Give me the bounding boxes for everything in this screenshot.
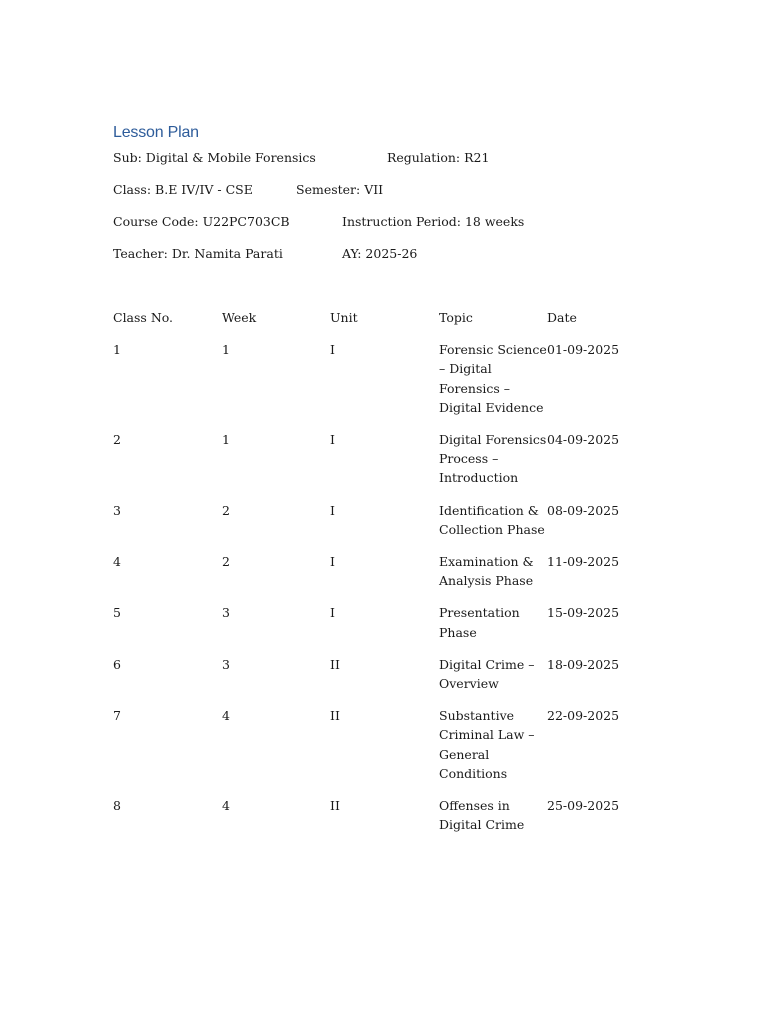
cell-topic: Forensic Science – Digital Forensics – Digital Evidence (439, 342, 547, 415)
table-row (113, 430, 647, 501)
cell-topic: Identification & Collection Phase (439, 502, 545, 537)
header-topic: Topic (439, 310, 473, 325)
cell-class-no: 6 (113, 656, 121, 672)
cell-class-no: 7 (113, 708, 121, 724)
cell-date: 08-09-2025 (547, 502, 620, 518)
cell-unit: I (330, 342, 335, 358)
cell-date: 22-09-2025 (547, 708, 620, 724)
table-header-row (113, 308, 647, 340)
header-unit: Unit (330, 310, 358, 325)
table-row (113, 796, 647, 847)
cell-week: 2 (222, 502, 230, 518)
class-text: Class: B.E IV/IV - CSE (113, 182, 253, 197)
instruction-period-text: Instruction Period: 18 weeks (342, 214, 525, 229)
teacher-text: Teacher: Dr. Namita Parati (113, 246, 283, 261)
header-date: Date (547, 310, 577, 325)
table-row (113, 603, 647, 654)
cell-unit: II (330, 656, 340, 672)
table-row (113, 340, 647, 430)
cell-date: 11-09-2025 (547, 554, 620, 570)
table-row (113, 655, 647, 706)
cell-week: 1 (222, 432, 230, 448)
table-row (113, 706, 647, 796)
table-row (113, 552, 647, 603)
cell-class-no: 3 (113, 502, 121, 518)
cell-topic: Presentation Phase (439, 605, 520, 640)
cell-class-no: 1 (113, 342, 121, 358)
semester-text: Semester: VII (296, 182, 384, 197)
header-class-no: Class No. (113, 310, 174, 325)
cell-topic: Digital Crime – Overview (439, 656, 535, 692)
cell-date: 25-09-2025 (547, 798, 620, 814)
course-code-text: Course Code: U22PC703CB (113, 214, 290, 229)
header-week: Week (222, 310, 257, 325)
cell-unit: I (330, 554, 335, 570)
cell-date: 01-09-2025 (547, 342, 620, 358)
cell-unit: I (330, 432, 335, 448)
cell-topic: Offenses in Digital Crime (439, 798, 525, 833)
cell-class-no: 5 (113, 605, 121, 621)
cell-week: 3 (222, 605, 230, 621)
cell-class-no: 4 (113, 554, 121, 570)
cell-class-no: 8 (113, 798, 121, 814)
subject-text: Sub: Digital & Mobile Forensics (113, 150, 316, 165)
cell-week: 3 (222, 656, 230, 672)
cell-date: 18-09-2025 (547, 656, 620, 672)
cell-date: 04-09-2025 (547, 432, 620, 448)
cell-week: 4 (222, 708, 230, 724)
table-row (113, 501, 647, 552)
cell-topic: Digital Forensics Process – Introduction (439, 432, 547, 486)
regulation-text: Regulation: R21 (387, 150, 490, 165)
academic-year-text: AY: 2025-26 (342, 246, 418, 261)
cell-topic: Substantive Criminal Law – General Conditions (439, 708, 535, 781)
cell-week: 2 (222, 554, 230, 570)
cell-unit: I (330, 605, 335, 621)
cell-class-no: 2 (113, 432, 121, 448)
cell-week: 1 (222, 342, 230, 358)
cell-unit: II (330, 708, 340, 724)
page-title: Lesson Plan (113, 124, 199, 141)
cell-unit: I (330, 502, 335, 518)
cell-date: 15-09-2025 (547, 605, 620, 621)
lesson-plan-table (113, 308, 647, 847)
cell-unit: II (330, 798, 340, 814)
cell-topic: Examination & Analysis Phase (439, 554, 534, 589)
cell-week: 4 (222, 798, 230, 814)
